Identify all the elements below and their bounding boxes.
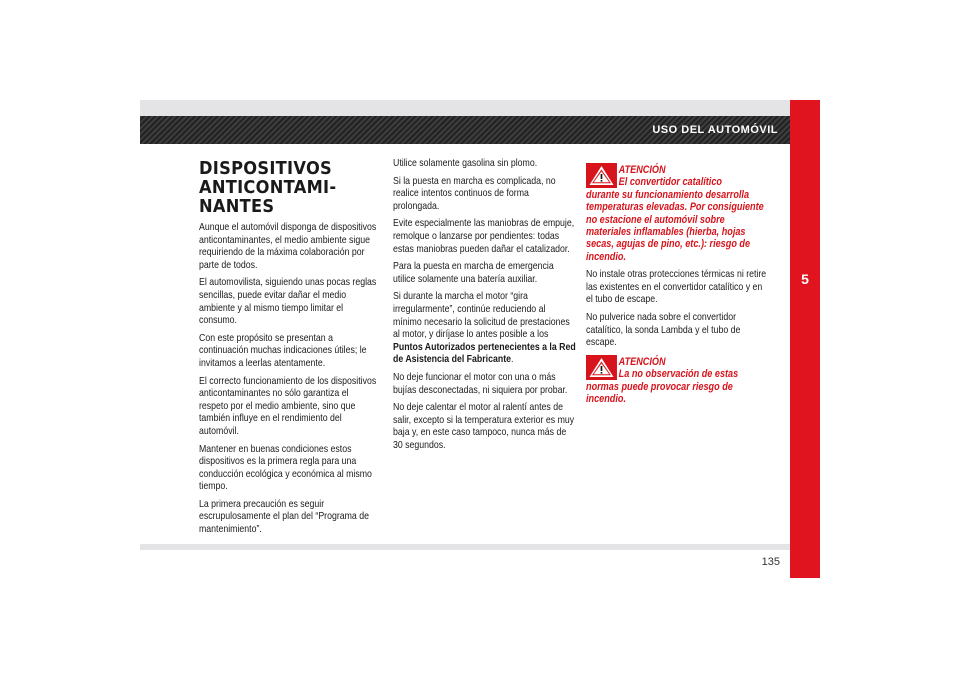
warning-block-2: ATENCIÓN La no observación de estas normas puede provocar riesgo de incendio. xyxy=(586,355,739,406)
chapter-title: USO DEL AUTOMÓVIL xyxy=(652,124,778,136)
page-number: 135 xyxy=(761,556,780,568)
paragraph: No deje calentar el motor al ralentí antes de salir, excepto si la temperatura exterior es muy baja y, en este caso tampoco, nunca más de 30 segundos. xyxy=(393,402,575,451)
warning-triangle-icon xyxy=(586,355,617,380)
warning-block-1: ATENCIÓN El convertidor catalítico durante su funcionamiento desarrolla temperaturas elevadas. Por consiguiente no estacione el automóvil sobre materiales inflamables (hierba, hojas secas, agujas de pino, etc.): riesgo de incendio. xyxy=(586,164,764,263)
paragraph: Aunque el automóvil disponga de dispositivos anticontaminantes, el medio ambiente sigue requiriendo de la máxima colaboración por parte de todos. xyxy=(199,222,377,271)
paragraph: Evite especialmente las maniobras de empuje, remolque o lanzarse por pendientes: todas estas maniobras pueden dañar el catalizador. xyxy=(393,218,575,255)
section-tab xyxy=(790,100,820,578)
paragraph: Con este propósito se presentan a continuación muchas indicaciones útiles; le invitamos a leerlas atentamente. xyxy=(199,332,367,369)
paragraph: No pulverice nada sobre el convertidor catalítico, la sonda Lambda y el tubo de escape. xyxy=(586,312,741,349)
column-1 xyxy=(199,158,379,542)
warning-triangle-icon xyxy=(586,163,617,188)
warning-title: ATENCIÓN xyxy=(618,355,666,368)
bottom-band xyxy=(140,544,790,550)
paragraph: Si la puesta en marcha es complicada, no realice intentos continuos de forma prolongada. xyxy=(393,175,556,212)
header-bar xyxy=(140,116,790,144)
authorized-points-bold: Puntos Autorizados pertenecientes a la Red de Asistencia del Fabricante xyxy=(393,341,576,366)
paragraph: El automovilista, siguiendo unas pocas reglas sencillas, puede evitar dañar el medio ambiente y al mismo tiempo limitar el consumo. xyxy=(199,277,377,327)
paragraph: Para la puesta en marcha de emergencia utilice solamente una batería auxiliar. xyxy=(393,261,554,285)
paragraph: No instale otras protecciones térmicas ni retire las existentes en el convertidor catalítico y en el tubo de escape. xyxy=(586,269,767,306)
paragraph: Utilice solamente gasolina sin plomo. xyxy=(393,158,538,169)
paragraph: Si durante la marcha el motor “gira irregularmente”, continúe reduciendo al mínimo necesario la solicitud de prestaciones al motor, y diríjase lo antes posible a los Puntos Autorizados pertenecientes a la Red de Asistencia del Fabricante. xyxy=(393,291,576,366)
section-heading: DISPOSITIVOS ANTICONTAMI- NANTES xyxy=(199,159,337,217)
warning-title: ATENCIÓN xyxy=(618,164,666,176)
paragraph: La primera precaución es seguir escrupulosamente el plan del “Programa de mantenimiento”. xyxy=(199,498,369,536)
column-3 xyxy=(586,158,767,411)
section-number: 5 xyxy=(801,271,809,287)
column-2 xyxy=(393,158,576,457)
top-band xyxy=(140,100,790,116)
paragraph: Mantener en buenas condiciones estos dispositivos es la primera regla para una conducción ecológica y económica al mismo tiempo. xyxy=(199,443,372,493)
paragraph: El correcto funcionamiento de los dispositivos anticontaminantes no sólo garantiza el respeto por el medio ambiente, sino que también influye en el rendimiento del automóvil. xyxy=(199,375,377,437)
paragraph: No deje funcionar el motor con una o más bujías desconectadas, ni siquiera por probar. xyxy=(393,371,568,396)
